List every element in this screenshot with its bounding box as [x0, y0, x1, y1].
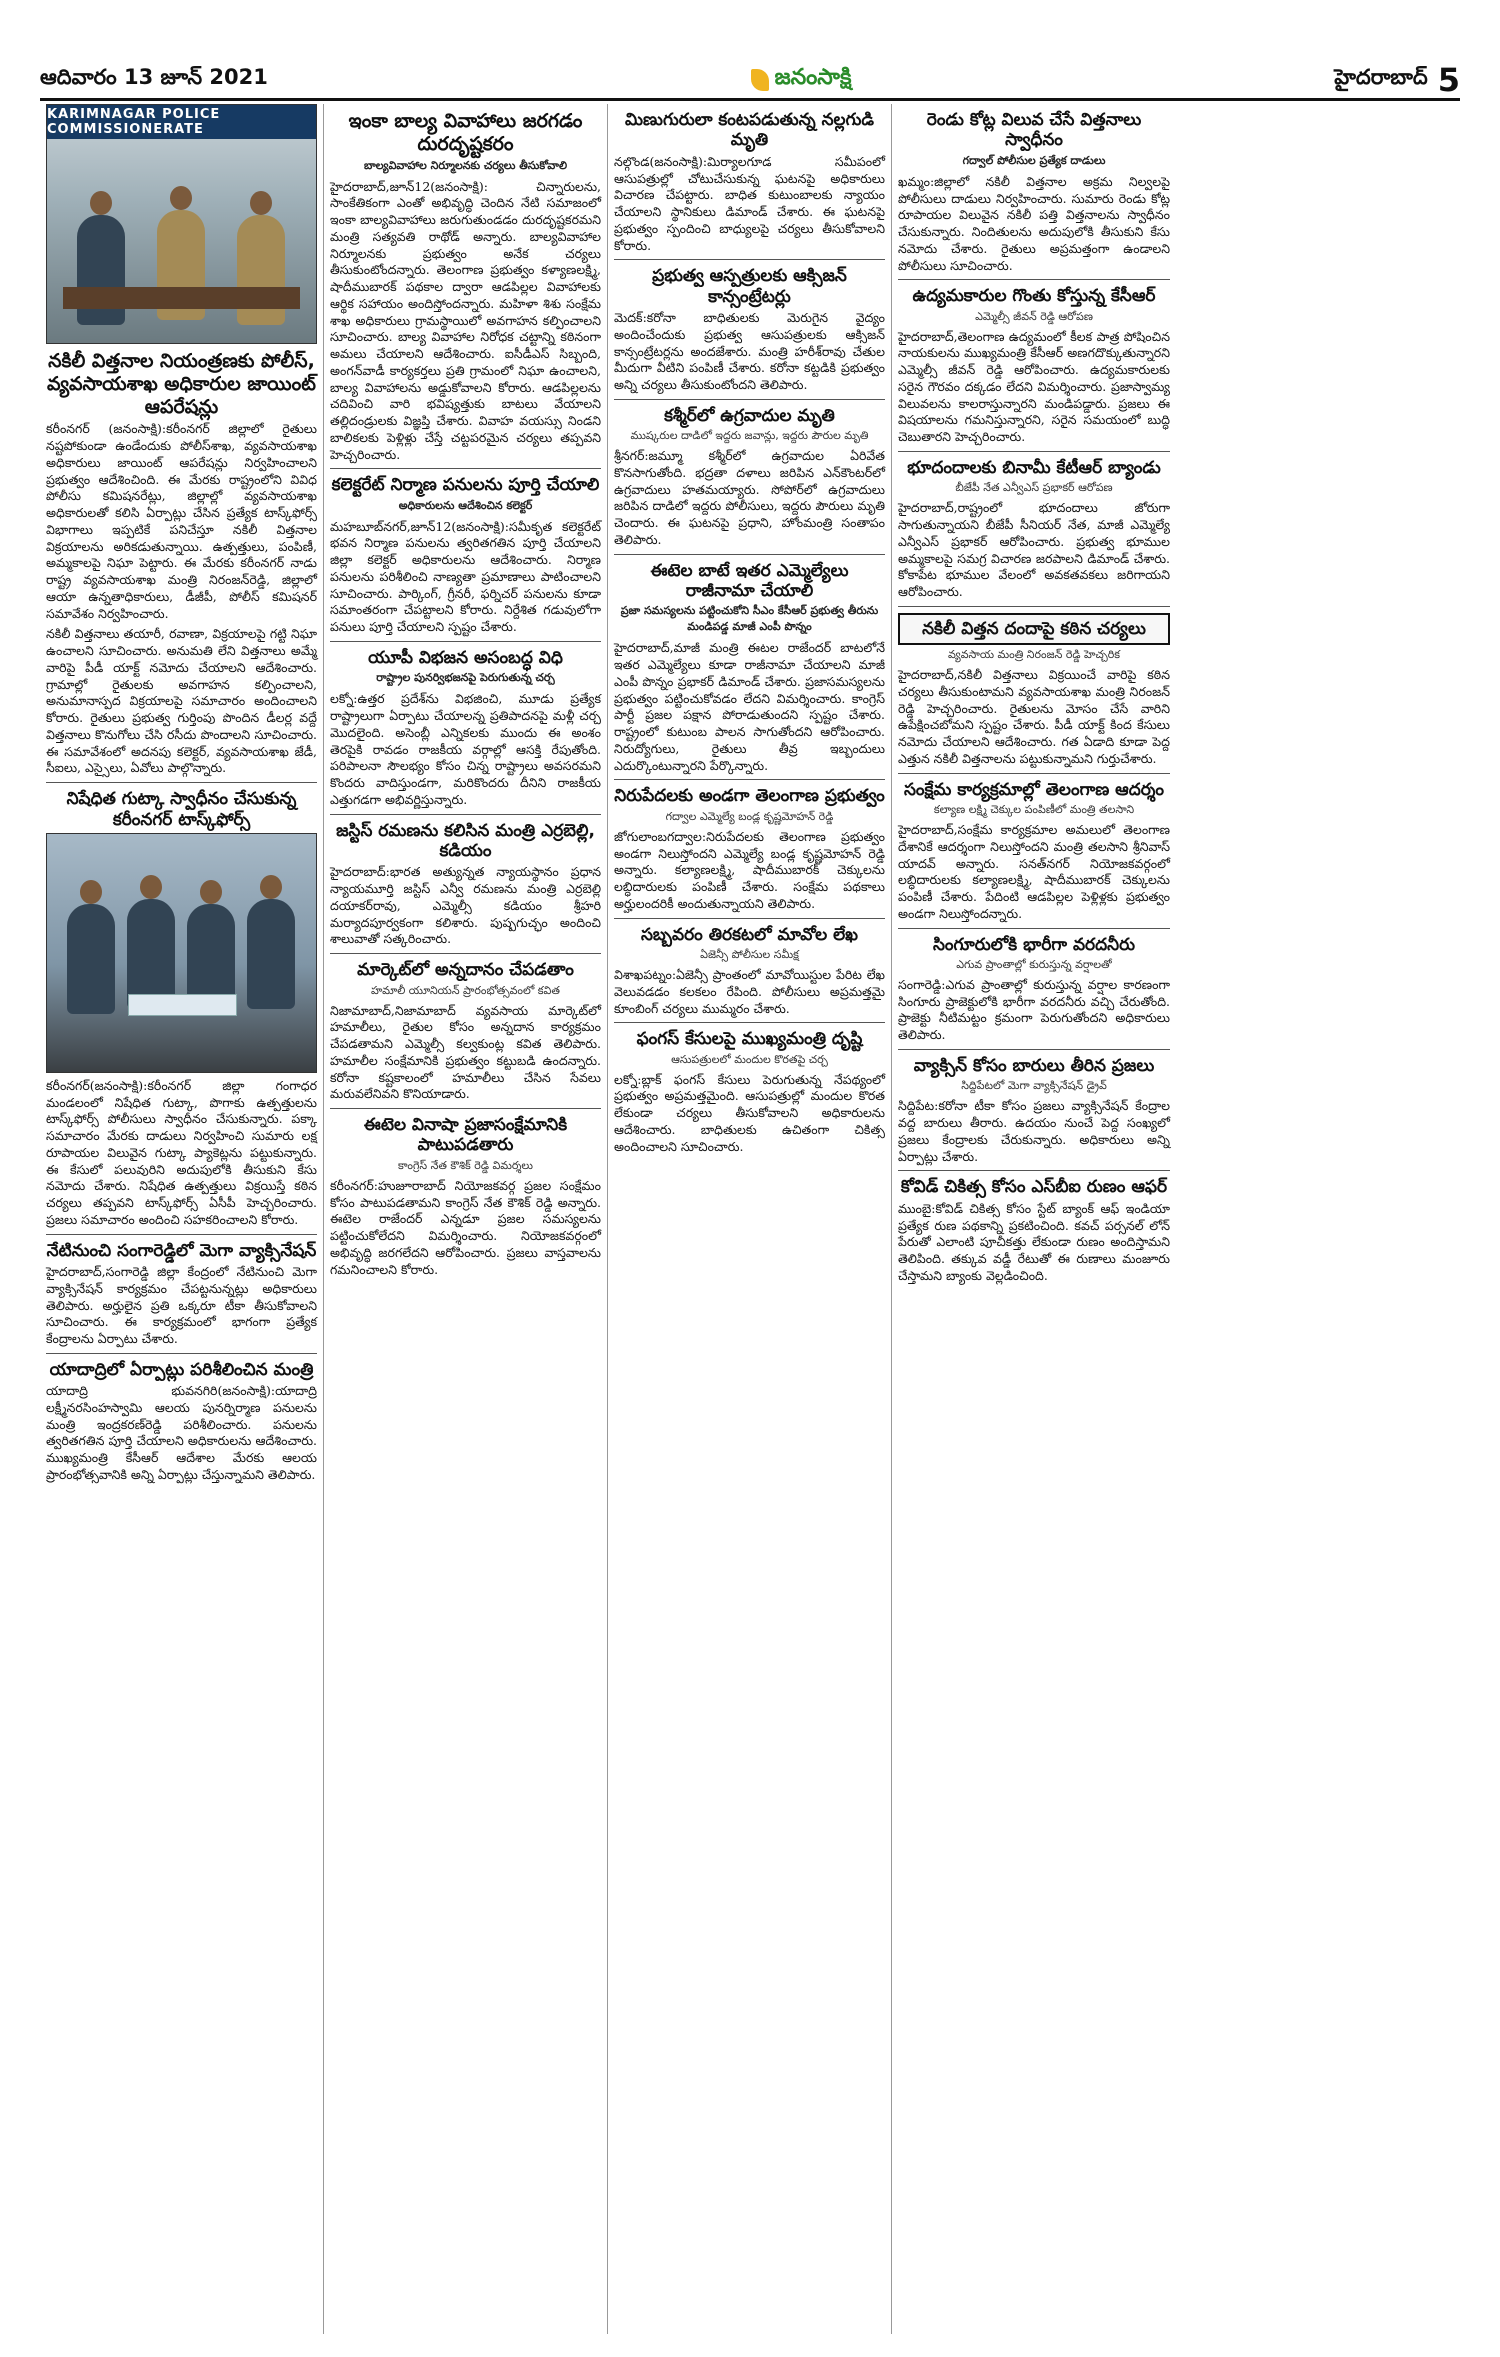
column-2	[324, 104, 608, 2334]
gutka-seizure-photo	[46, 833, 317, 1073]
article-headline: ఫంగస్ కేసులపై ముఖ్యమంత్రి దృష్టి	[636, 1029, 863, 1050]
article-body: మహబూబ్‌నగర్,జూన్12(జనంసాక్షి):సమీకృత కలెక్టరేట్ భవన నిర్మాణ పనులను త్వరితగతిన పూర్తి చేయాలని జిల్లా కలెక్టర్ అధికారులను ఆదేశించారు. నిర్మాణ పనులను పరిశీలించి నాణ్యతా ప్రమాణాలు పాటించాలని సూచించారు. పార్కింగ్, గ్రీనరీ, ఫర్నిచర్ పనులను కూడా సమాంతరంగా చేపట్టాలని కోరారు. నిర్దేశిత గడువులోగా పనులు పూర్తి చేయాలని స్పష్టం చేశారు.	[330, 518, 601, 635]
article-subhead: బాల్యవివాహాల నిర్మూలనకు చర్యలు తీసుకోవాలి	[363, 158, 568, 172]
article-body: శ్రీనగర్:జమ్మూ కశ్మీర్‌లో ఉగ్రవాదుల ఏరివేత కొనసాగుతోంది. భద్రతా దళాలు జరిపిన ఎన్‌కౌంటర్‌లో ఉగ్రవాదులు హతమయ్యారు. సోపోర్‌లో ఉగ్రవాదులు జరిపిన దాడిలో ఇద్దరు పోలీసులు, ఇద్దరు పౌరులు మృతి చెందారు. ఈ ఘటనపై ప్రధాని, హోంమంత్రి సంతాపం తెలిపారు.	[614, 448, 885, 547]
leaf-icon	[751, 69, 769, 91]
article-byline: ఎమ్మెల్సీ జీవన్ రెడ్డి ఆరోపణ	[975, 309, 1093, 323]
article-body: నకిలీ విత్తనాలు తయారీ, రవాణా, విక్రయాలపై గట్టి నిఘా ఉంచాలని సూచించారు. అనుమతి లేని విత్తనాలు అమ్మే వారిపై పీడీ యాక్ట్ నమోదు చేయాలని ఆదేశించారు. గ్రామాల్లో రైతులకు అవగాహన కల్పించాలని, అనుమానాస్పద విక్రయాలపై సమాచారం అందించాలని కోరారు. రైతులు ప్రభుత్వ గుర్తింపు పొందిన డీలర్ల వద్దే విత్తనాలు కొనుగోలు చేసి రసీదు పొందాలని సూచించారు. ఈ సమావేశంలో అదనపు కలెక్టర్, వ్యవసాయశాఖ జేడీ, సీఐలు, ఎస్సైలు, ఏవోలు పాల్గొన్నారు.	[46, 626, 317, 776]
article-body: ఖమ్మం:జిల్లాలో నకిలీ విత్తనాల అక్రమ నిల్వలపై పోలీసులు దాడులు నిర్వహించారు. సుమారు రెండు కోట్ల రూపాయల విలువైన నకిలీ పత్తి విత్తనాలను స్వాధీనం చేసుకున్నారు. నిందితులను అదుపులోకి తీసుకుని కేసు నమోదు చేశారు. రైతులు అప్రమత్తంగా ఉండాలని పోలీసులు సూచించారు.	[898, 173, 1170, 273]
article-headline: సంక్షేమ కార్యక్రమాల్లో తెలంగాణ ఆదర్శం	[904, 779, 1164, 800]
article-body: కరీంనగర్(జనంసాక్షి):కరీంనగర్ జిల్లా గంగాధర మండలంలో నిషేధిత గుట్కా, పొగాకు ఉత్పత్తులను టాస్క్‌ఫోర్స్ పోలీసులు స్వాధీనం చేసుకున్నారు. పక్కా సమాచారం మేరకు దాడులు నిర్వహించి సుమారు లక్ష రూపాయల విలువైన గుట్కా ప్యాకెట్లను పట్టుకున్నారు. ఈ కేసులో పలువురిని అదుపులోకి తీసుకుని కేసు నమోదు చేశారు. నిషేధిత ఉత్పత్తులు విక్రయిస్తే కఠిన చర్యలు తప్పవని టాస్క్‌ఫోర్స్ ఏసీపీ హెచ్చరించారు. ప్రజలు సమాచారం అందించి సహకరించాలని కోరారు.	[46, 1077, 317, 1227]
article-headline: నిరుపేదలకు అండగా తెలంగాణ ప్రభుత్వం	[614, 786, 885, 807]
article-body: లక్నో:బ్లాక్ ఫంగస్ కేసులు పెరుగుతున్న నేపథ్యంలో ప్రభుత్వం అప్రమత్తమైంది. ఆసుపత్రుల్లో మందుల కొరత లేకుండా చర్యలు తీసుకోవాలని అధికారులను ఆదేశించారు. బాధితులకు ఉచితంగా చికిత్స అందించాలని సూచించారు.	[614, 1071, 885, 1154]
article-headline: వ్యాక్సిన్ కోసం బారులు తీరిన ప్రజలు	[913, 1055, 1155, 1076]
article-headline: రెండు కోట్ల విలువ చేసే విత్తనాలు స్వాధీనం	[926, 110, 1142, 151]
article-byline: సిద్దిపేటలో మెగా వ్యాక్సినేషన్ డ్రైవ్	[961, 1079, 1107, 1093]
article-body: నిజామాబాద్,నిజామాబాద్ వ్యవసాయ మార్కెట్‌లో హమాలీలు, రైతుల కోసం అన్నదాన కార్యక్రమం చేపడతామని ఎమ్మెల్సీ కల్వకుంట్ల కవిత తెలిపారు. హమాలీల సంక్షేమానికి ప్రభుత్వం కట్టుబడి ఉందన్నారు. కరోనా కష్టకాలంలో హమాలీలు చేసిన సేవలు మరువలేనివని కొనియాడారు.	[330, 1002, 601, 1102]
issue-date: ఆదివారం 13 జూన్ 2021	[40, 65, 268, 89]
article-headline: ఈటెల వినాషా ప్రజాసంక్షేమానికి పాటుపడతారు	[363, 1115, 568, 1156]
article-headline: భూదందాలకు బినామీ కేటీఆర్ బ్యాండు	[907, 457, 1161, 478]
article-body: హైదరాబాద్:భారత అత్యున్నత న్యాయస్థానం ప్రధాన న్యాయమూర్తి జస్టిస్ ఎన్వీ రమణను మంత్రి ఎర్రబెల్లి దయాకర్‌రావు, ఎమ్మెల్సీ కడియం శ్రీహరి మర్యాదపూర్వకంగా కలిశారు. పుష్పగుచ్ఛం అందించి శాలువాతో సత్కరించారు.	[330, 864, 601, 947]
article-body: నల్గొండ(జనంసాక్షి):మిర్యాలగూడ సమీపంలో ఆసుపత్రుల్లో చోటుచేసుకున్న ఘటనపై అధికారులు విచారణ చేపట్టారు. బాధిత కుటుంబాలకు న్యాయం చేయాలని స్థానికులు డిమాండ్ చేశారు. ఈ ఘటనపై ప్రభుత్వం స్పందించి బాధ్యులపై చర్యలు తీసుకోవాలని కోరారు.	[614, 153, 885, 253]
article-body: విశాఖపట్నం:ఏజెన్సీ ప్రాంతంలో మావోయిస్టుల పేరిట లేఖ వెలువడడం కలకలం రేపింది. పోలీసులు అప్రమత్తమై కూంబింగ్ చర్యలు ముమ్మరం చేశారు.	[614, 967, 885, 1016]
paper-logo	[751, 65, 852, 95]
police-meeting-photo	[46, 104, 317, 344]
article-headline: యూపీ విభజన అసంబద్ధ విధి	[368, 647, 563, 668]
article-byline: ఎగువ ప్రాంతాల్లో కురుస్తున్న వర్షాలతో	[956, 957, 1112, 971]
article-headline: ఇంకా బాల్య వివాహాలు జరగడం దురదృష్టకరం	[348, 110, 583, 155]
article-body: హైదరాబాద్,సంక్షేమ కార్యక్రమాల అమలులో తెలంగాణ దేశానికే ఆదర్శంగా నిలుస్తోందని మంత్రి తలసాని శ్రీనివాస్ యాదవ్ అన్నారు. సనత్‌నగర్ నియోజకవర్గంలో లబ్ధిదారులకు కల్యాణలక్ష్మి, షాదీముబారక్ చెక్కులను పంపిణీ చేశారు. పేదింటి ఆడపిల్లల పెళ్లిళ్లకు ప్రభుత్వం అండగా నిలుస్తోందన్నారు.	[898, 822, 1170, 921]
article-headline: నిషేధిత గుట్కా స్వాధీనం చేసుకున్న కరీంనగర్ టాస్క్‌ఫోర్స్	[66, 789, 297, 830]
article-byline: ఏజెన్సీ పోలీసుల సమీక్ష	[700, 948, 799, 962]
article-headline: నేటినుంచి సంగారెడ్డిలో మెగా వ్యాక్సినేషన్	[46, 1240, 317, 1261]
article-byline: బీజేపీ నేత ఎన్వీఎస్ ప్రభాకర్ ఆరోపణ	[955, 481, 1113, 495]
article-headline: జస్టిస్ రమణను కలిసిన మంత్రి ఎర్రబెల్లి, కడియం	[336, 820, 595, 862]
article-headline: మిణుగురులా కంటపడుతున్న నల్లగుడి మృతి	[625, 110, 874, 151]
meeting-table	[63, 287, 300, 309]
article-headline: ఉద్యమకారుల గొంతు కోస్తున్న కేసీఆర్	[912, 286, 1156, 307]
article-headline: యాదాద్రిలో ఏర్పాట్లు పరిశీలించిన మంత్రి	[49, 1359, 314, 1380]
article-body: హైదరాబాద్,మాజీ మంత్రి ఈటల రాజేందర్ బాటలోనే ఇతర ఎమ్మెల్యేలు కూడా రాజీనామా చేయాలని మాజీ ఎంపీ పొన్నం ప్రభాకర్ డిమాండ్ చేశారు. ప్రజాసమస్యలను ప్రభుత్వం పట్టించుకోవడం లేదని విమర్శించారు. కాంగ్రెస్ పార్టీ ప్రజల పక్షాన పోరాడుతుందని స్పష్టం చేశారు. రాష్ట్రంలో కుటుంబ పాలన సాగుతోందని ఆరోపించారు. నిరుద్యోగులు, రైతులు తీవ్ర ఇబ్బందులు ఎదుర్కొంటున్నారని పేర్కొన్నారు.	[614, 640, 885, 773]
article-headline: నకిలీ విత్తనాల నియంత్రణకు పోలీస్, వ్యవసాయశాఖ అధికారుల జాయింట్ ఆపరేషన్లు	[47, 350, 316, 418]
article-subhead: అధికారులను ఆదేశించిన కలెక్టర్	[398, 498, 533, 512]
article-headline: సింగూరులోకి భారీగా వరదనీరు	[932, 934, 1136, 955]
article-body: హైదరాబాద్,సంగారెడ్డి జిల్లా కేంద్రంలో నేటినుంచి మెగా వ్యాక్సినేషన్ కార్యక్రమం చేపట్టనున్నట్లు అధికారులు తెలిపారు. అర్హులైన ప్రతి ఒక్కరూ టీకా తీసుకోవాలని సూచించారు. ఈ కార్యక్రమంలో భాగంగా ప్రత్యేక కేంద్రాలను ఏర్పాటు చేశారు.	[46, 1264, 317, 1347]
article-headline: ప్రభుత్వ ఆస్పత్రులకు ఆక్సిజన్ కాన్సంట్రేటర్లు	[652, 266, 847, 307]
article-byline: ఆసుపత్రులలో మందుల కొరతపై చర్చ	[671, 1052, 828, 1066]
person-figure	[127, 899, 175, 1009]
commissionerate-banner: KARIMNAGAR POLICE COMMISSIONERATE	[47, 105, 316, 139]
edition-city: హైదరాబాద్	[1334, 65, 1428, 89]
article-byline: గద్వాల ఎమ్మెల్యే బండ్ల కృష్ణమోహన్ రెడ్డి	[665, 809, 834, 823]
article-headline: కోవిడ్ చికిత్స కోసం ఎస్‌బీఐ రుణం ఆఫర్	[900, 1177, 1168, 1198]
article-headline: సబ్బవరం తిరకటలో మావోల లేఖ	[641, 924, 858, 945]
article-headline: నకిలీ విత్తన దందాపై కఠిన చర్యలు	[898, 613, 1170, 645]
masthead	[40, 62, 1460, 101]
columns	[40, 104, 1460, 2334]
article-byline: కాంగ్రెస్ నేత కౌశిక్ రెడ్డి విమర్శలు	[398, 1158, 533, 1172]
article-byline: కల్యాణ లక్ష్మి చెక్కుల పంపిణీలో మంత్రి తలసాని	[933, 803, 1135, 817]
article-subhead: ప్రజా సమస్యలను పట్టించుకోని సీఎం కేసీఆర్ ప్రభుత్వ తీరును మండిపడ్డ మాజీ ఎంపీ పొన్నం	[620, 604, 879, 634]
article-byline: ముష్కరుల దాడిలో ఇద్దరు జవాన్లు, ఇద్దరు పౌరుల మృతి	[630, 429, 869, 443]
paper-name: జనంసాక్షి	[774, 65, 852, 90]
article-byline: హమాలీ యూనియన్ ప్రారంభోత్సవంలో కవిత	[371, 983, 560, 997]
article-body: సంగారెడ్డి:ఎగువ ప్రాంతాల్లో కురుస్తున్న వర్షాల కారణంగా సింగూరు ప్రాజెక్టులోకి భారీగా వరదనీరు వచ్చి చేరుతోంది. ప్రాజెక్టు నీటిమట్టం క్రమంగా పెరుగుతోందని అధికారులు తెలిపారు.	[898, 976, 1170, 1043]
page-number: 5	[1437, 61, 1460, 99]
person-figure	[247, 899, 295, 1009]
column-1	[40, 104, 324, 2334]
article-body: హైదరాబాద్,జూన్12(జనంసాక్షి): చిన్నారులను, సాంకేతికంగా ఎంతో అభివృద్ధి చెందిన నేటి సమాజంలో ఇంకా బాల్యవివాహాలు జరుగుతుండడం దురదృష్టకరమని మంత్రి సత్యవతి రాథోడ్ అన్నారు. బాల్యవివాహాల నిర్మూలనకు ప్రభుత్వం అనేక చర్యలు తీసుకుంటోందన్నారు. తెలంగాణ ప్రభుత్వం కళ్యాణలక్ష్మి, షాదీముబారక్ పథకాల ద్వారా ఆడపిల్లల వివాహాలకు ఆర్థిక సహాయం అందిస్తోందన్నారు. మహిళా శిశు సంక్షేమ శాఖ అధికారులు గ్రామస్థాయిలో అవగాహన కల్పించాలని సూచించారు. బాల్య వివాహాల నిరోధక చట్టాన్ని కఠినంగా అమలు చేయాలని ఆదేశించారు. ఐసీడీఎస్ సిబ్బంది, అంగన్‌వాడీ కార్యకర్తలు ప్రతి గ్రామంలో నిఘా ఉంచాలని, బాల్య వివాహాలను అడ్డుకోవాలని కోరారు. ఆడపిల్లలను చదివించి వారి భవిష్యత్తుకు బాటలు వేయాలని తల్లిదండ్రులకు విజ్ఞప్తి చేశారు. వివాహ వయస్సు నిండని బాలికలకు పెళ్లిళ్లు చేస్తే చట్టపరమైన చర్యలు తప్పవని హెచ్చరించారు.	[330, 178, 601, 462]
column-4	[892, 104, 1176, 2334]
edition-info	[1334, 61, 1460, 99]
article-byline: వ్యవసాయ మంత్రి నిరంజన్ రెడ్డి హెచ్చరిక	[947, 648, 1121, 662]
article-body: హైదరాబాద్,తెలంగాణ ఉద్యమంలో కీలక పాత్ర పోషించిన నాయకులను ముఖ్యమంత్రి కేసీఆర్ అణగదొక్కుతున్నారని ఎమ్మెల్సీ జీవన్ రెడ్డి ఆరోపించారు. ఉద్యమకారులకు సరైన గౌరవం దక్కడం లేదని విమర్శించారు. ప్రజాస్వామ్య విలువలను కాలరాస్తున్నారని మండిపడ్డారు. ప్రజలు ఈ విషయాలను గమనిస్తున్నారని, సరైన సమయంలో బుద్ధి చెబుతారని హెచ్చరించారు.	[898, 328, 1170, 445]
article-body: కరీంనగర్:హుజూరాబాద్ నియోజకవర్గ ప్రజల సంక్షేమం కోసం పాటుపడతామని కాంగ్రెస్ నేత కౌశిక్ రెడ్డి అన్నారు. ఈటెల రాజేందర్ ఎన్నడూ ప్రజల సమస్యలను పట్టించుకోలేదని విమర్శించారు. నియోజకవర్గంలో అభివృద్ధి జరగలేదని ఆరోపించారు. ప్రజలు వాస్తవాలను గమనించాలని కోరారు.	[330, 1177, 601, 1277]
article-body: సిద్దిపేట:కరోనా టీకా కోసం ప్రజలు వ్యాక్సినేషన్ కేంద్రాల వద్ద బారులు తీరారు. ఉదయం నుంచే పెద్ద సంఖ్యలో ప్రజలు కేంద్రాలకు చేరుకున్నారు. అధికారులు అన్ని ఏర్పాట్లు చేశారు.	[898, 1098, 1170, 1164]
article-subhead: గద్వాల్ పోలీసుల ప్రత్యేక దాడులు	[962, 153, 1106, 167]
article-body: లక్నో:ఉత్తర ప్రదేశ్‌ను విభజించి, మూడు ప్రత్యేక రాష్ట్రాలుగా ఏర్పాటు చేయాలన్న ప్రతిపాదనపై మళ్లీ చర్చ మొదలైంది. అసెంబ్లీ ఎన్నికలకు ముందు ఈ అంశం తెరపైకి రావడం రాజకీయ వర్గాల్లో ఆసక్తి రేపుతోంది. పరిపాలనా సౌలభ్యం కోసం చిన్న రాష్ట్రాలు అవసరమని కొందరు వాదిస్తుండగా, మరికొందరు దీనిని రాజకీయ ఎత్తుగడగా అభివర్ణిస్తున్నారు.	[330, 691, 601, 807]
article-body: మెదక్:కరోనా బాధితులకు మెరుగైన వైద్యం అందించేందుకు ప్రభుత్వ ఆసుపత్రులకు ఆక్సిజన్ కాన్సంట్రేటర్లను అందజేశారు. మంత్రి హరీశ్‌రావు చేతుల మీదుగా వీటిని పంపిణీ చేశారు. కరోనా కట్టడికి ప్రభుత్వం అన్ని చర్యలు తీసుకుంటోందని తెలిపారు.	[614, 310, 885, 393]
article-subhead: రాష్ట్రాల పునర్విభజనపై పెరుగుతున్న చర్చ	[376, 671, 555, 685]
person-figure	[67, 904, 115, 1014]
article-headline: మార్కెట్‌లో అన్నదానం చేపడతాం	[357, 960, 574, 981]
article-body: హైదరాబాద్,రాష్ట్రంలో భూదందాలు జోరుగా సాగుతున్నాయని బీజేపీ సీనియర్ నేత, మాజీ ఎమ్మెల్యే ఎన్వీఎస్ ప్రభాకర్ ఆరోపించారు. ప్రభుత్వ భూముల అమ్మకాలపై సమగ్ర విచారణ జరపాలని డిమాండ్ చేశారు. కోకాపేట భూముల వేలంలో అవకతవకలు జరిగాయని ఆరోపించారు.	[898, 500, 1170, 600]
article-headline: కలెక్టరేట్ నిర్మాణ పనులను పూర్తి చేయాలి	[331, 475, 600, 496]
article-body: కరీంనగర్ (జనంసాక్షి):కరీంనగర్ జిల్లాలో రైతులు నష్టపోకుండా ఉండేందుకు పోలీస్‌శాఖ, వ్యవసాయశాఖ అధికారులు జాయింట్ ఆపరేషన్లు నిర్వహించాలని ప్రభుత్వం ఆదేశించింది. ఈ మేరకు రాష్ట్రంలోని వివిధ పోలీసు కమిషనరేట్లు, జిల్లాల్లో వ్యవసాయశాఖ అధికారులతో కలిసి ఏర్పాట్లు చేసిన ప్రత్యేక టాస్క్‌ఫోర్స్ విభాగాలు ఇప్పటికే పనిచేస్తూ నకిలీ విత్తనాల విక్రయాలను అరికడుతున్నాయి. ఉత్పత్తులు, పంపిణీ, అమ్మకాలపై నిఘా పెట్టారు. ఈ మేరకు కరీంనగర్ నాడు రాష్ట్ర వ్యవసాయశాఖ మంత్రి నిరంజన్‌రెడ్డి, జిల్లాలో ఆయా ఉన్నతాధికారులు, డీజీపీ, పోలీస్ కమిషనర్ సమావేశం నిర్వహించారు.	[46, 421, 317, 621]
article-body: జోగులాంబగద్వాల:నిరుపేదలకు తెలంగాణ ప్రభుత్వం అండగా నిలుస్తోందని ఎమ్మెల్యే బండ్ల కృష్ణమోహన్ రెడ్డి అన్నారు. కల్యాణలక్ష్మి, షాదీముబారక్ చెక్కులను లబ్ధిదారులకు పంపిణీ చేశారు. సంక్షేమ పథకాలు అర్హులందరికీ అందుతున్నాయని తెలిపారు.	[614, 828, 885, 911]
article-body: ముంబై:కోవిడ్ చికిత్స కోసం స్టేట్ బ్యాంక్ ఆఫ్ ఇండియా ప్రత్యేక రుణ పథకాన్ని ప్రకటించింది. కవచ్ పర్సనల్ లోన్ పేరుతో ఎలాంటి పూచీకత్తు లేకుండా రుణం అందిస్తామని తెలిపింది. తక్కువ వడ్డీ రేటుతో ఈ రుణాలు మంజూరు చేస్తామని బ్యాంకు వెల్లడించింది.	[898, 1200, 1170, 1283]
seized-packets	[128, 994, 238, 1016]
column-3	[608, 104, 892, 2334]
article-headline: ఈటెల బాటే ఇతర ఎమ్మెల్యేలు రాజీనామా చేయాలి	[650, 560, 849, 602]
article-body: హైదరాబాద్,నకిలీ విత్తనాలు విక్రయించే వారిపై కఠిన చర్యలు తీసుకుంటామని వ్యవసాయశాఖ మంత్రి నిరంజన్ రెడ్డి హెచ్చరించారు. రైతులను మోసం చేసే వారిని ఉపేక్షించబోమని స్పష్టం చేశారు. పీడీ యాక్ట్ కింద కేసులు నమోదు చేయాలని ఆదేశించారు. గత ఏడాది కూడా పెద్ద ఎత్తున నకిలీ విత్తనాలను పట్టుకున్నామని గుర్తుచేశారు.	[898, 667, 1170, 766]
article-body: యాదాద్రి భువనగిరి(జనంసాక్షి):యాదాద్రి లక్ష్మీనరసింహస్వామి ఆలయ పునర్నిర్మాణ పనులను మంత్రి ఇంద్రకరణ్‌రెడ్డి పరిశీలించారు. పనులను త్వరితగతిన పూర్తి చేయాలని అధికారులను ఆదేశించారు. ముఖ్యమంత్రి కేసీఆర్ ఆదేశాల మేరకు ఆలయ ప్రారంభోత్సవానికి అన్ని ఏర్పాట్లు చేస్తున్నామని తెలిపారు.	[46, 1383, 317, 1482]
article-headline: కశ్మీర్‌లో ఉగ్రవాదుల మృతి	[664, 405, 835, 426]
